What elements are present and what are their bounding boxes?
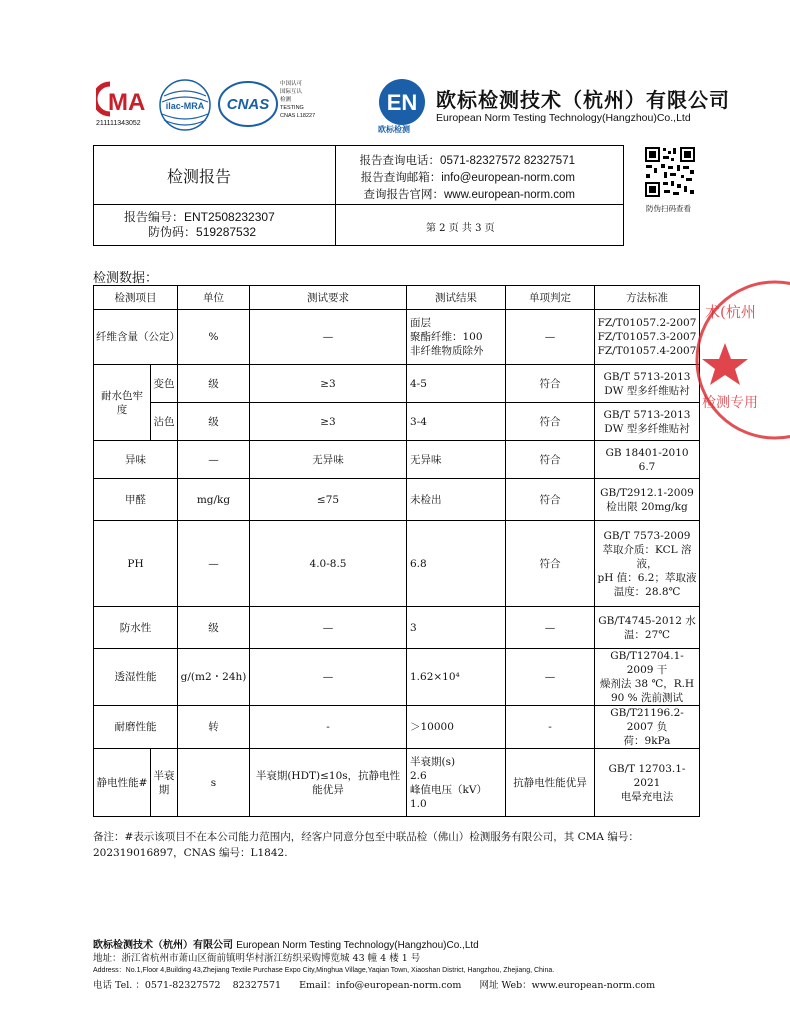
result-cell: 3 <box>407 607 506 649</box>
page-indicator: 第 2 页 共 3 页 <box>426 223 495 234</box>
method-cell: FZ/T01057.2-2007 FZ/T01057.3-2007 FZ/T01057.4-2007 <box>595 310 700 365</box>
report-contact: 报告查询电话：0571-82327572 82327571 报告查询邮箱：info@european-norm.com 查询报告官网：www.european-norm.com <box>359 153 575 201</box>
section-title: 检测数据： <box>93 271 159 286</box>
footer-address-cn: 地址：浙江省杭州市萧山区衙前镇明华村浙江纺织采购博览城 43 幢 4 楼 1 号 <box>93 953 421 964</box>
cma-number: 211111343052 <box>96 120 141 127</box>
judgement-cell: 符合 <box>506 479 595 521</box>
subitem-cell: 沾色 <box>151 403 178 441</box>
table-row <box>94 706 700 749</box>
item-cell: 防水性 <box>94 607 178 649</box>
requirement-cell: — <box>250 310 407 365</box>
requirement-cell: ≥3 <box>250 365 407 403</box>
method-cell: GB/T 5713-2013 DW 型多纤维贴衬 <box>595 403 700 441</box>
header-cell: 检测项目 <box>94 286 178 310</box>
requirement-cell: ≥3 <box>250 403 407 441</box>
requirement-cell: ≤75 <box>250 479 407 521</box>
footer-contact: 电话 Tel. ：0571-82327572 82327571 Email：info@european-norm.com 网址 Web：www.european-norm.com <box>93 980 656 991</box>
svg-text:EN: EN <box>386 90 418 115</box>
table-row <box>94 365 700 403</box>
unit-cell: g/(m2・24h) <box>178 649 250 706</box>
table-row <box>94 479 700 521</box>
report-header-box <box>93 145 624 246</box>
judgement-cell: 符合 <box>506 403 595 441</box>
footer-address-en: Address：No.1,Floor 4,Building 43,Zhejiang Textile Purchase Expo City,Minghua Village,Yaqian Town, Xiaoshan District, Hangzhou, Zhejiang, China. <box>93 967 555 974</box>
requirement-cell: - <box>250 706 407 749</box>
item-cell: 透湿性能 <box>94 649 178 706</box>
unit-cell: % <box>178 310 250 365</box>
item-cell: 耐磨性能 <box>94 706 178 749</box>
cnas-logo <box>218 80 278 128</box>
report-website[interactable]: www.european-norm.com <box>443 189 575 201</box>
table-row <box>94 310 700 365</box>
company-name-en: European Norm Testing Technology(Hangzhou)Co.,Ltd <box>436 112 691 124</box>
unit-cell: — <box>178 521 250 607</box>
ilac-mra-logo <box>158 78 212 132</box>
result-cell: 未检出 <box>407 479 506 521</box>
method-cell: GB/T4745-2012 水 温：27℃ <box>595 607 700 649</box>
item-cell: 静电性能# <box>94 749 151 817</box>
item-cell: 甲醛 <box>94 479 178 521</box>
company-stamp <box>690 275 790 445</box>
requirement-cell: 无异味 <box>250 441 407 479</box>
result-cell: 6.8 <box>407 521 506 607</box>
subitem-cell: 半衰期 <box>151 749 178 817</box>
header-cell: 测试要求 <box>250 286 407 310</box>
unit-cell: 级 <box>178 403 250 441</box>
judgement-cell: 符合 <box>506 441 595 479</box>
subitem-cell: 变色 <box>151 365 178 403</box>
item-cell: PH <box>94 521 178 607</box>
requirement-cell: 4.0-8.5 <box>250 521 407 607</box>
svg-text:CNAS: CNAS <box>226 96 270 113</box>
en-logo-subtitle: 欧标检测 <box>378 125 410 134</box>
result-cell: 1.62×10⁴ <box>407 649 506 706</box>
report-number: ENT2508232307 <box>184 210 275 224</box>
unit-cell: 级 <box>178 607 250 649</box>
cma-logo <box>96 80 152 118</box>
item-cell: 异味 <box>94 441 178 479</box>
unit-cell: s <box>178 749 250 817</box>
method-cell: GB/T 5713-2013 DW 型多纤维贴衬 <box>595 365 700 403</box>
method-cell: GB/T12704.1-2009 干 燥剂法 38 ℃，R.H 90 % 洗前测试 <box>595 649 700 706</box>
result-cell: 无异味 <box>407 441 506 479</box>
method-cell: GB 18401-2010 6.7 <box>595 441 700 479</box>
result-cell: 3-4 <box>407 403 506 441</box>
unit-cell: — <box>178 441 250 479</box>
svg-text:术(杭州: 术(杭州 <box>705 303 756 321</box>
item-group-cell: 耐水色牢度 <box>94 365 151 441</box>
method-cell: GB/T2912.1-2009 检出限 20mg/kg <box>595 479 700 521</box>
test-data-table <box>93 285 700 817</box>
unit-cell: mg/kg <box>178 479 250 521</box>
qr-caption: 防伪扫码查看 <box>646 204 691 213</box>
requirement-cell: 半衰期(HDT)≤10s，抗静电性能优异 <box>250 749 407 817</box>
item-cell: 纤维含量（公定） <box>94 310 178 365</box>
report-phone: 0571-82327572 82327571 <box>440 155 575 167</box>
header-cell: 单项判定 <box>506 286 595 310</box>
table-row <box>94 649 700 706</box>
company-name-cn: 欧标检测技术（杭州）有限公司 <box>436 90 730 112</box>
judgement-cell: 符合 <box>506 365 595 403</box>
report-email[interactable]: info@european-norm.com <box>441 172 575 184</box>
result-cell: 4-5 <box>407 365 506 403</box>
judgement-cell: — <box>506 607 595 649</box>
footer-company: 欧标检测技术（杭州）有限公司 European Norm Testing Technology(Hangzhou)Co.,Ltd <box>93 940 479 951</box>
unit-cell: 级 <box>178 365 250 403</box>
table-row <box>94 607 700 649</box>
cnas-text: 中国认可 国际互认 检测 TESTING CNAS L18227 <box>280 81 316 119</box>
judgement-cell: - <box>506 706 595 749</box>
result-cell: ＞10000 <box>407 706 506 749</box>
method-cell: GB/T 12703.1-2021 电晕充电法 <box>595 749 700 817</box>
report-number-block: 报告编号：ENT2508232307 防伪码：519287532 <box>124 210 275 239</box>
table-row <box>94 441 700 479</box>
unit-cell: 转 <box>178 706 250 749</box>
result-cell: 半衰期(s) 2.6 峰值电压（kV） 1.0 <box>407 749 506 817</box>
report-title: 检测报告 <box>167 167 232 186</box>
requirement-cell: — <box>250 607 407 649</box>
header-cell: 方法标准 <box>595 286 700 310</box>
svg-text:检测专用: 检测专用 <box>702 395 758 411</box>
requirement-cell: — <box>250 649 407 706</box>
remarks-note: 备注：#表示该项目不在本公司能力范围内，经客户同意分包至中联品检（佛山）检测服务有限公司，其 CMA 编号：202319016897，CNAS 编号：L1842. <box>93 831 639 859</box>
method-cell: GB/T 7573-2009 萃取介质：KCL 溶 液， pH 值：6.2；萃取液 温度：28.8℃ <box>595 521 700 607</box>
en-company-logo <box>378 78 426 126</box>
table-header-row <box>94 286 700 310</box>
svg-text:ilac-MRA: ilac-MRA <box>165 101 205 111</box>
svg-text:MA: MA <box>108 89 146 116</box>
table-row <box>94 749 700 817</box>
judgement-cell: 符合 <box>506 521 595 607</box>
judgement-cell: 抗静电性能优异 <box>506 749 595 817</box>
result-cell: 面层 聚酯纤维：100 非纤维物质除外 <box>407 310 506 365</box>
table-row <box>94 521 700 607</box>
method-cell: GB/T21196.2-2007 负 荷：9kPa <box>595 706 700 749</box>
judgement-cell: — <box>506 649 595 706</box>
header-cell: 测试结果 <box>407 286 506 310</box>
anti-fake-code: 519287532 <box>196 225 257 239</box>
header-cell: 单位 <box>178 286 250 310</box>
table-row <box>94 403 700 441</box>
judgement-cell: — <box>506 310 595 365</box>
qr-code[interactable] <box>644 146 696 198</box>
